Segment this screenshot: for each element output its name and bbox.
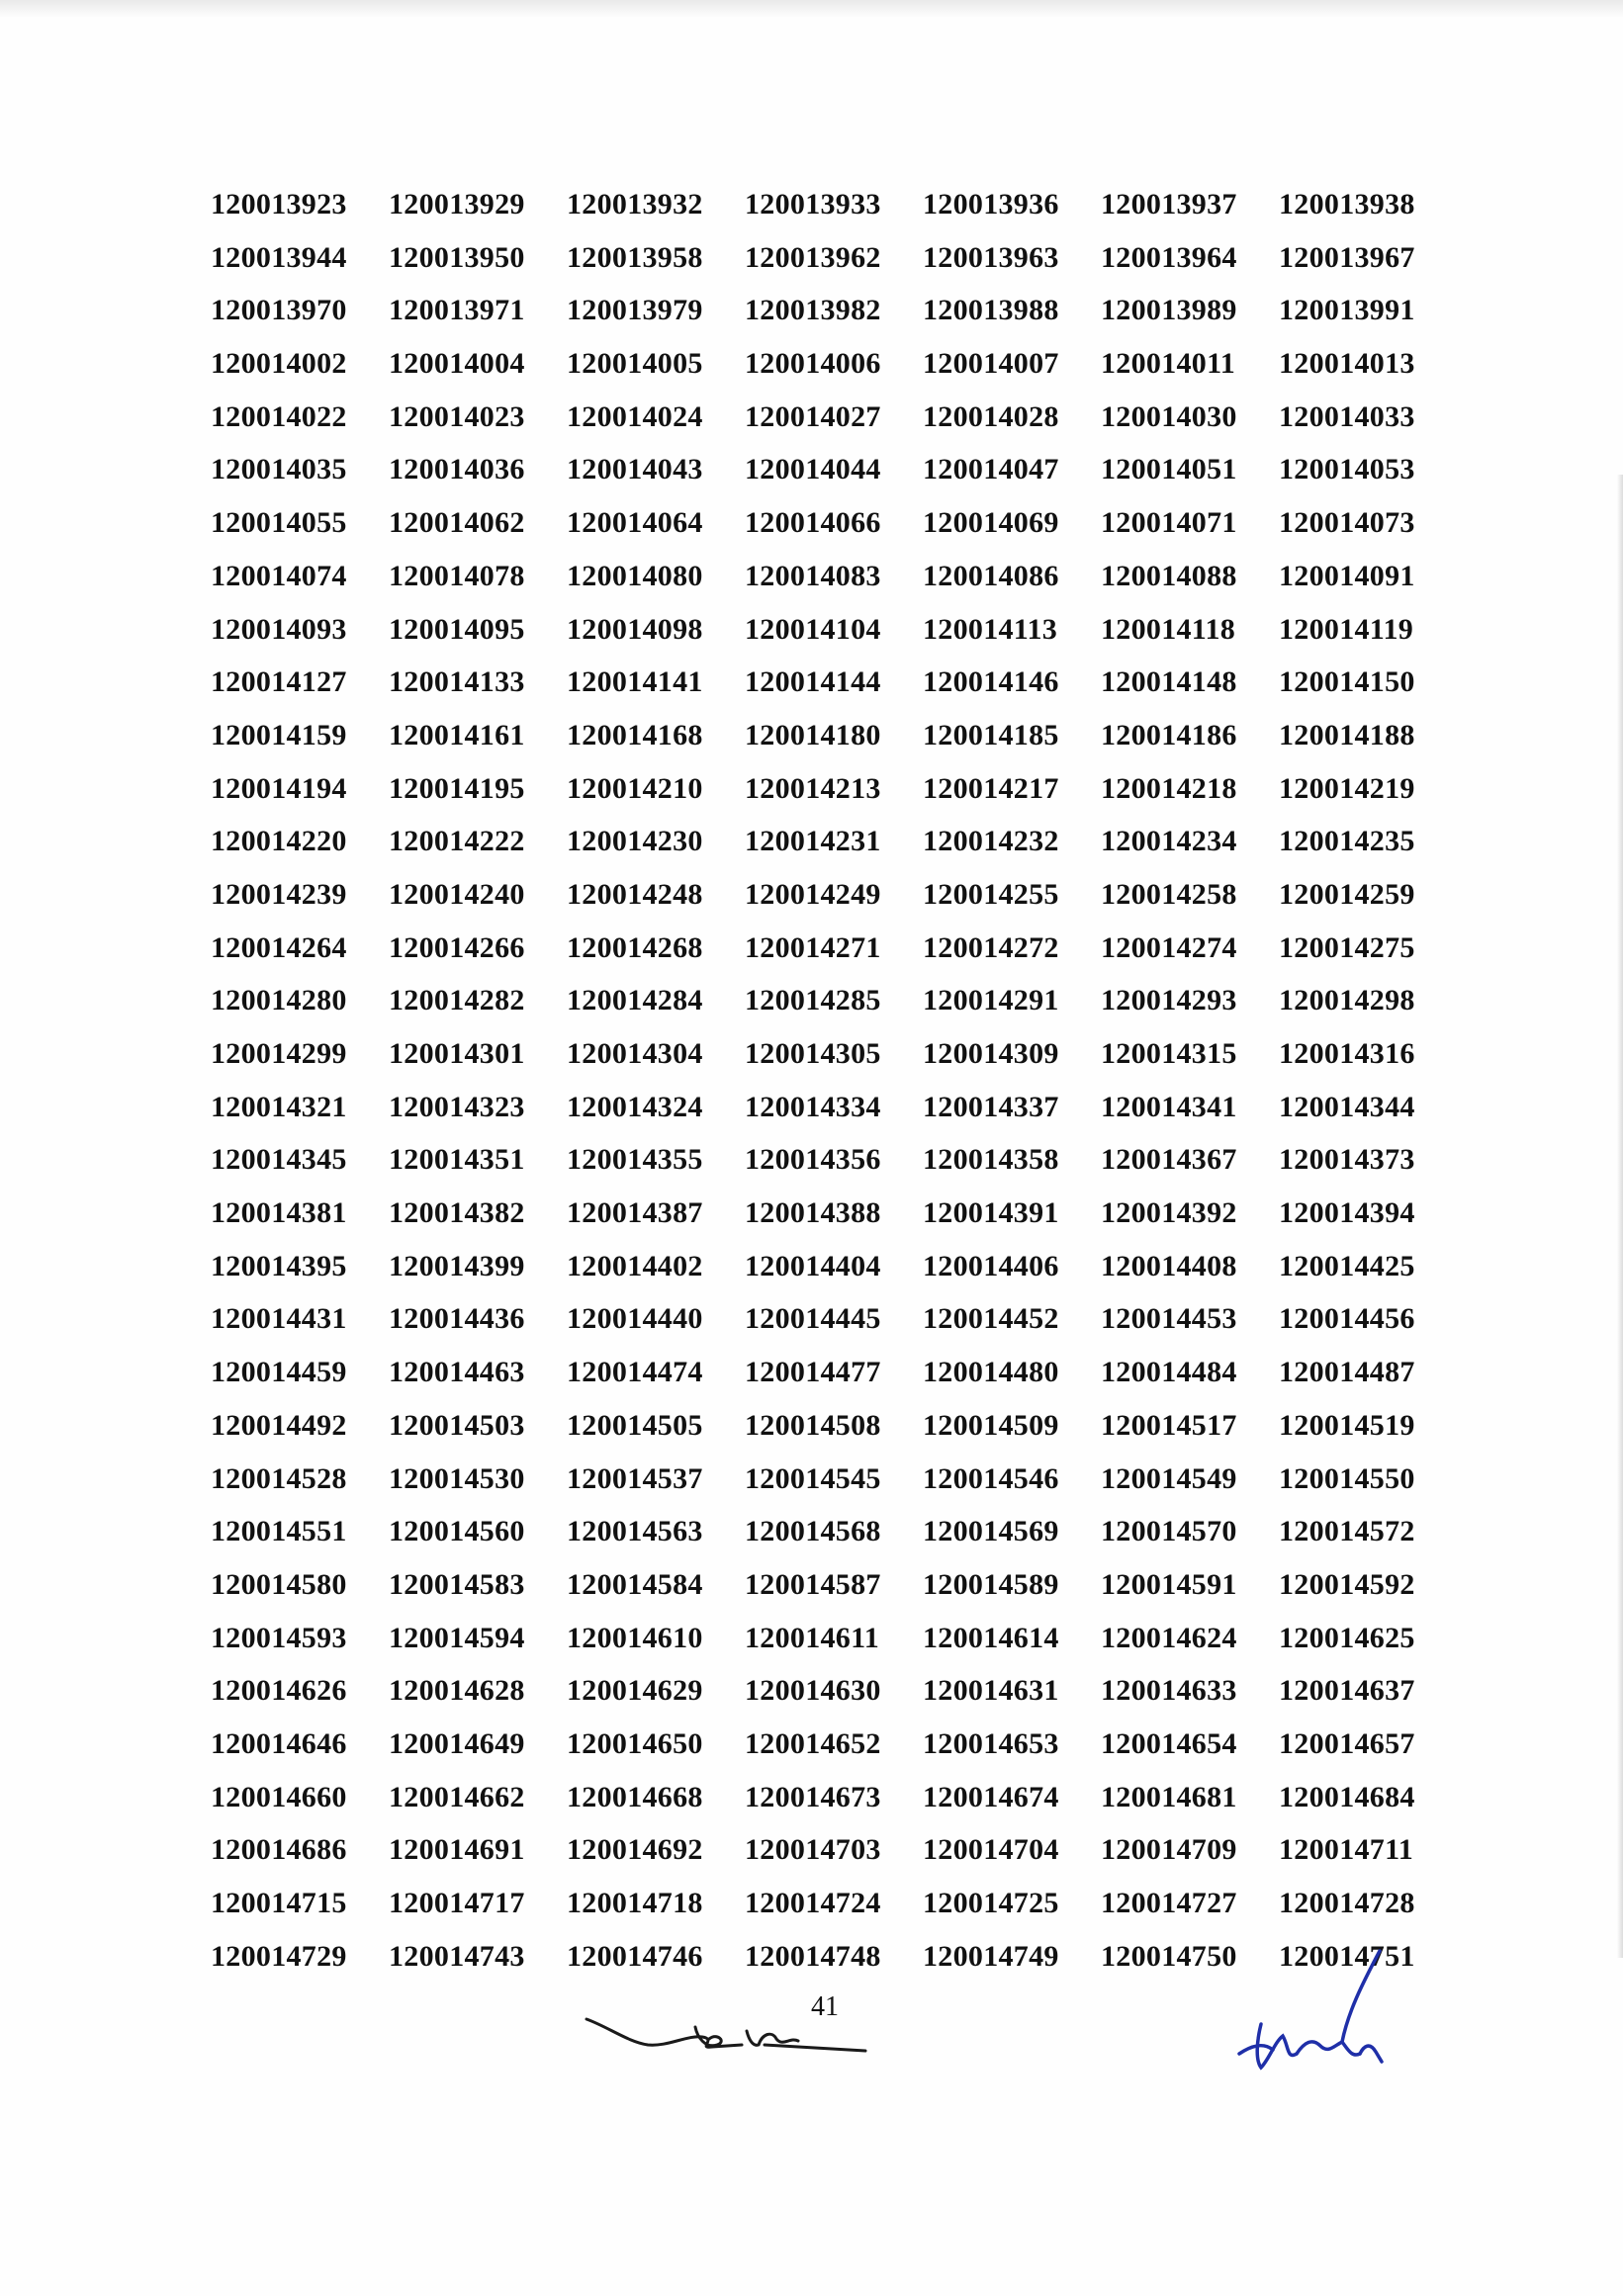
roll-number-cell: 120014024 <box>567 399 703 433</box>
roll-number-cell: 120014231 <box>745 825 881 858</box>
roll-number-cell: 120013958 <box>567 240 703 274</box>
roll-number-cell: 120014119 <box>1279 612 1414 646</box>
roll-number-cell: 120014484 <box>1101 1356 1237 1389</box>
roll-number-cell: 120013938 <box>1279 188 1415 221</box>
roll-number-cell: 120014381 <box>211 1196 347 1230</box>
roll-number-cell: 120014650 <box>567 1726 703 1760</box>
roll-number-cell: 120014321 <box>211 1090 347 1123</box>
roll-number-cell: 120014474 <box>567 1356 703 1389</box>
roll-number-cell: 120014069 <box>923 506 1059 540</box>
roll-number-cell: 120014255 <box>923 877 1059 911</box>
roll-number-cell: 120014141 <box>567 665 703 699</box>
roll-number-cell: 120014268 <box>567 930 703 964</box>
roll-number-cell: 120013929 <box>389 188 525 221</box>
roll-number-cell: 120014551 <box>211 1515 347 1548</box>
roll-number-cell: 120014530 <box>389 1461 525 1495</box>
roll-number-cell: 120013936 <box>923 188 1059 221</box>
roll-number-cell: 120014159 <box>211 718 347 751</box>
roll-number-cell: 120014356 <box>745 1143 881 1177</box>
roll-number-cell: 120014545 <box>745 1461 881 1495</box>
roll-number-cell: 120014452 <box>923 1302 1059 1336</box>
roll-number-cell: 120014748 <box>745 1939 881 1973</box>
roll-number-cell: 120014098 <box>567 612 703 646</box>
roll-number-cell: 120014351 <box>389 1143 525 1177</box>
roll-number-cell: 120014095 <box>389 612 525 646</box>
roll-number-cell: 120014614 <box>923 1621 1059 1654</box>
roll-number-cell: 120014563 <box>567 1515 703 1548</box>
roll-number-cell: 120014391 <box>923 1196 1059 1230</box>
roll-number-cell: 120014036 <box>389 453 525 486</box>
roll-number-cell: 120014492 <box>211 1408 347 1442</box>
roll-number-cell: 120014053 <box>1279 453 1415 486</box>
roll-number-cell: 120014091 <box>1279 559 1415 592</box>
roll-number-cell: 120013970 <box>211 294 347 327</box>
roll-number-cell: 120013989 <box>1101 294 1237 327</box>
roll-number-cell: 120014264 <box>211 930 347 964</box>
roll-number-cell: 120014477 <box>745 1356 881 1389</box>
roll-number-cell: 120014503 <box>389 1408 525 1442</box>
roll-number-cell: 120014508 <box>745 1408 881 1442</box>
roll-number-cell: 120014011 <box>1101 347 1236 381</box>
roll-number-cell: 120014358 <box>923 1143 1059 1177</box>
roll-number-cell: 120014649 <box>389 1726 525 1760</box>
roll-number-cell: 120014213 <box>745 771 881 805</box>
roll-number-cell: 120014334 <box>745 1090 881 1123</box>
roll-number-cell: 120014005 <box>567 347 703 381</box>
roll-number-cell: 120014445 <box>745 1302 881 1336</box>
roll-number-cell: 120014630 <box>745 1674 881 1708</box>
roll-number-cell: 120014086 <box>923 559 1059 592</box>
roll-number-cell: 120013933 <box>745 188 881 221</box>
roll-number-cell: 120013937 <box>1101 188 1237 221</box>
roll-number-cell: 120014537 <box>567 1461 703 1495</box>
roll-number-cell: 120014344 <box>1279 1090 1415 1123</box>
roll-number-cell: 120014146 <box>923 665 1059 699</box>
roll-number-cell: 120014463 <box>389 1356 525 1389</box>
roll-number-cell: 120014274 <box>1101 930 1237 964</box>
roll-number-cell: 120014232 <box>923 825 1059 858</box>
roll-number-cell: 120014271 <box>745 930 881 964</box>
roll-number-cell: 120014509 <box>923 1408 1059 1442</box>
roll-number-cell: 120014066 <box>745 506 881 540</box>
roll-number-cell: 120014570 <box>1101 1515 1237 1548</box>
roll-number-cell: 120014691 <box>389 1833 525 1867</box>
roll-number-cell: 120014633 <box>1101 1674 1237 1708</box>
roll-number-cell: 120014453 <box>1101 1302 1237 1336</box>
roll-number-cell: 120014592 <box>1279 1567 1415 1601</box>
roll-number-cell: 120014133 <box>389 665 525 699</box>
roll-number-cell: 120014584 <box>567 1567 703 1601</box>
roll-number-cell: 120014337 <box>923 1090 1059 1123</box>
roll-number-cell: 120014624 <box>1101 1621 1237 1654</box>
roll-number-cell: 120013923 <box>211 188 347 221</box>
roll-number-cell: 120014220 <box>211 825 347 858</box>
roll-number-cell: 120014051 <box>1101 453 1237 486</box>
roll-number-cell: 120014367 <box>1101 1143 1237 1177</box>
roll-number-cell: 120014662 <box>389 1780 525 1813</box>
roll-number-cell: 120014127 <box>211 665 347 699</box>
roll-number-cell: 120014528 <box>211 1461 347 1495</box>
roll-number-cell: 120014285 <box>745 984 881 1017</box>
roll-number-cell: 120014686 <box>211 1833 347 1867</box>
roll-number-cell: 120014078 <box>389 559 525 592</box>
roll-number-cell: 120014248 <box>567 877 703 911</box>
roll-number-cell: 120014217 <box>923 771 1059 805</box>
roll-number-cell: 120014272 <box>923 930 1059 964</box>
roll-number-cell: 120014028 <box>923 399 1059 433</box>
roll-number-cell: 120014692 <box>567 1833 703 1867</box>
roll-number-cell: 120014062 <box>389 506 525 540</box>
roll-number-cell: 120014652 <box>745 1726 881 1760</box>
roll-number-cell: 120014637 <box>1279 1674 1415 1708</box>
roll-number-cell: 120014080 <box>567 559 703 592</box>
roll-number-cell: 120014593 <box>211 1621 347 1654</box>
roll-number-cell: 120013932 <box>567 188 703 221</box>
roll-number-cell: 120014218 <box>1101 771 1237 805</box>
roll-number-cell: 120014355 <box>567 1143 703 1177</box>
roll-number-cell: 120014083 <box>745 559 881 592</box>
roll-number-cell: 120014626 <box>211 1674 347 1708</box>
roll-number-cell: 120014006 <box>745 347 881 381</box>
roll-number-cell: 120014033 <box>1279 399 1415 433</box>
roll-number-cell: 120014035 <box>211 453 347 486</box>
roll-number-cell: 120014629 <box>567 1674 703 1708</box>
roll-number-cell: 120014654 <box>1101 1726 1237 1760</box>
page-number: 41 <box>811 1991 839 2022</box>
roll-number-cell: 120014030 <box>1101 399 1237 433</box>
roll-number-cell: 120014093 <box>211 612 347 646</box>
roll-number-cell: 120014118 <box>1101 612 1236 646</box>
roll-number-cell: 120013964 <box>1101 240 1237 274</box>
roll-number-cell: 120014323 <box>389 1090 525 1123</box>
roll-number-cell: 120014681 <box>1101 1780 1237 1813</box>
roll-number-cell: 120014546 <box>923 1461 1059 1495</box>
roll-number-cell: 120014341 <box>1101 1090 1237 1123</box>
roll-number-cell: 120014043 <box>567 453 703 486</box>
roll-number-cell: 120014456 <box>1279 1302 1415 1336</box>
roll-number-cell: 120014684 <box>1279 1780 1415 1813</box>
roll-number-cell: 120014750 <box>1101 1939 1237 1973</box>
roll-number-cell: 120014282 <box>389 984 525 1017</box>
roll-number-cell: 120014402 <box>567 1249 703 1282</box>
roll-number-cell: 120014188 <box>1279 718 1415 751</box>
roll-number-cell: 120014459 <box>211 1356 347 1389</box>
roll-number-cell: 120014293 <box>1101 984 1237 1017</box>
roll-number-cell: 120014345 <box>211 1143 347 1177</box>
roll-number-cell: 120014195 <box>389 771 525 805</box>
roll-number-cell: 120014266 <box>389 930 525 964</box>
roll-number-cell: 120014631 <box>923 1674 1059 1708</box>
roll-number-cell: 120014071 <box>1101 506 1237 540</box>
roll-number-cell: 120014394 <box>1279 1196 1415 1230</box>
roll-number-cell: 120014047 <box>923 453 1059 486</box>
roll-number-cell: 120014168 <box>567 718 703 751</box>
roll-number-cell: 120014751 <box>1279 1939 1415 1973</box>
roll-number-cell: 120014715 <box>211 1887 347 1919</box>
roll-number-cell: 120014724 <box>745 1887 881 1919</box>
roll-number-cell: 120014519 <box>1279 1408 1415 1442</box>
roll-number-cell: 120014703 <box>745 1833 881 1867</box>
roll-number-cell: 120013944 <box>211 240 347 274</box>
roll-number-cell: 120014628 <box>389 1674 525 1708</box>
roll-number-cell: 120014180 <box>745 718 881 751</box>
roll-number-cell: 120014480 <box>923 1356 1059 1389</box>
roll-number-cell: 120013967 <box>1279 240 1415 274</box>
roll-number-cell: 120014113 <box>923 612 1058 646</box>
roll-number-cell: 120014219 <box>1279 771 1415 805</box>
roll-number-cell: 120014222 <box>389 825 525 858</box>
roll-number-cell: 120013962 <box>745 240 881 274</box>
roll-number-cell: 120014727 <box>1101 1887 1237 1919</box>
roll-number-cell: 120014240 <box>389 877 525 911</box>
roll-number-cell: 120014653 <box>923 1726 1059 1760</box>
roll-number-cell: 120014436 <box>389 1302 525 1336</box>
roll-number-cell: 120014387 <box>567 1196 703 1230</box>
roll-number-cell: 120014673 <box>745 1780 881 1813</box>
roll-number-cell: 120014549 <box>1101 1461 1237 1495</box>
roll-number-cell: 120014194 <box>211 771 347 805</box>
roll-number-cell: 120014388 <box>745 1196 881 1230</box>
roll-number-cell: 120014148 <box>1101 665 1237 699</box>
roll-number-cell: 120014728 <box>1279 1887 1415 1919</box>
roll-number-cell: 120014299 <box>211 1037 347 1070</box>
roll-number-cell: 120014749 <box>923 1939 1059 1973</box>
roll-number-cell: 120014425 <box>1279 1249 1415 1282</box>
roll-number-cell: 120014230 <box>567 825 703 858</box>
roll-number-cell: 120013979 <box>567 294 703 327</box>
roll-number-cell: 120014572 <box>1279 1515 1415 1548</box>
roll-number-cell: 120014291 <box>923 984 1059 1017</box>
roll-number-cell: 120014064 <box>567 506 703 540</box>
roll-number-cell: 120014589 <box>923 1567 1059 1601</box>
roll-number-cell: 120014004 <box>389 347 525 381</box>
roll-number-cell: 120014569 <box>923 1515 1059 1548</box>
roll-number-cell: 120014580 <box>211 1567 347 1601</box>
roll-number-cell: 120014395 <box>211 1249 347 1282</box>
roll-number-cell: 120014660 <box>211 1780 347 1813</box>
roll-number-cell: 120014235 <box>1279 825 1415 858</box>
roll-number-cell: 120014717 <box>389 1887 525 1919</box>
roll-number-cell: 120014309 <box>923 1037 1059 1070</box>
roll-number-cell: 120014611 <box>745 1621 880 1654</box>
roll-number-cell: 120014725 <box>923 1887 1059 1919</box>
roll-number-cell: 120014408 <box>1101 1249 1237 1282</box>
roll-number-cell: 120014487 <box>1279 1356 1415 1389</box>
roll-number-cell: 120014594 <box>389 1621 525 1654</box>
roll-number-cell: 120014373 <box>1279 1143 1415 1177</box>
roll-number-cell: 120014625 <box>1279 1621 1415 1654</box>
roll-number-cell: 120014729 <box>211 1939 347 1973</box>
roll-number-cell: 120014185 <box>923 718 1059 751</box>
right-signature <box>1231 1943 1399 2101</box>
roll-number-cell: 120014234 <box>1101 825 1237 858</box>
roll-number-cell: 120014104 <box>745 612 881 646</box>
roll-number-cell: 120014399 <box>389 1249 525 1282</box>
roll-number-cell: 120014583 <box>389 1567 525 1601</box>
roll-number-cell: 120014088 <box>1101 559 1237 592</box>
roll-number-cell: 120013950 <box>389 240 525 274</box>
roll-number-cell: 120014404 <box>745 1249 881 1282</box>
roll-number-cell: 120014711 <box>1279 1833 1414 1867</box>
roll-number-cell: 120013988 <box>923 294 1059 327</box>
roll-number-cell: 120014298 <box>1279 984 1415 1017</box>
roll-number-cell: 120014315 <box>1101 1037 1237 1070</box>
roll-number-cell: 120014305 <box>745 1037 881 1070</box>
roll-number-cell: 120014392 <box>1101 1196 1237 1230</box>
roll-number-cell: 120013971 <box>389 294 525 327</box>
roll-number-cell: 120014022 <box>211 399 347 433</box>
roll-number-cell: 120014239 <box>211 877 347 911</box>
roll-number-cell: 120014610 <box>567 1621 703 1654</box>
roll-number-cell: 120014560 <box>389 1515 525 1548</box>
roll-number-cell: 120014304 <box>567 1037 703 1070</box>
roll-number-cell: 120014280 <box>211 984 347 1017</box>
roll-number-cell: 120014517 <box>1101 1408 1237 1442</box>
roll-number-cell: 120014002 <box>211 347 347 381</box>
roll-number-cell: 120014044 <box>745 453 881 486</box>
roll-number-cell: 120014324 <box>567 1090 703 1123</box>
scan-edge-right <box>1617 475 1623 1958</box>
roll-number-cell: 120014505 <box>567 1408 703 1442</box>
roll-number-cell: 120014709 <box>1101 1833 1237 1867</box>
roll-number-cell: 120014746 <box>567 1939 703 1973</box>
roll-number-cell: 120014027 <box>745 399 881 433</box>
roll-number-cell: 120014284 <box>567 984 703 1017</box>
roll-number-cell: 120014550 <box>1279 1461 1415 1495</box>
roll-number-cell: 120014023 <box>389 399 525 433</box>
roll-number-cell: 120014144 <box>745 665 881 699</box>
roll-number-cell: 120014718 <box>567 1887 703 1919</box>
roll-number-cell: 120014431 <box>211 1302 347 1336</box>
roll-number-cell: 120014657 <box>1279 1726 1415 1760</box>
roll-number-cell: 120014161 <box>389 718 525 751</box>
roll-number-cell: 120014674 <box>923 1780 1059 1813</box>
roll-number-cell: 120014316 <box>1279 1037 1415 1070</box>
roll-number-cell: 120014587 <box>745 1567 881 1601</box>
roll-number-cell: 120014382 <box>389 1196 525 1230</box>
scan-edge-top <box>0 0 1623 18</box>
roll-number-cell: 120014258 <box>1101 877 1237 911</box>
roll-number-cell: 120014440 <box>567 1302 703 1336</box>
roll-number-cell: 120014013 <box>1279 347 1415 381</box>
roll-number-cell: 120014591 <box>1101 1567 1237 1601</box>
roll-number-cell: 120014568 <box>745 1515 881 1548</box>
roll-number-cell: 120014406 <box>923 1249 1059 1282</box>
roll-number-cell: 120014704 <box>923 1833 1059 1867</box>
roll-number-cell: 120014301 <box>389 1037 525 1070</box>
roll-number-cell: 120013963 <box>923 240 1059 274</box>
roll-number-grid <box>211 178 1427 1983</box>
roll-number-cell: 120013991 <box>1279 294 1415 327</box>
roll-number-cell: 120014055 <box>211 506 347 540</box>
roll-number-cell: 120014275 <box>1279 930 1415 964</box>
roll-number-cell: 120014150 <box>1279 665 1415 699</box>
roll-number-cell: 120014074 <box>211 559 347 592</box>
roll-number-cell: 120014259 <box>1279 877 1415 911</box>
roll-number-cell: 120014073 <box>1279 506 1415 540</box>
roll-number-cell: 120014668 <box>567 1780 703 1813</box>
roll-number-cell: 120014249 <box>745 877 881 911</box>
roll-number-cell: 120014007 <box>923 347 1059 381</box>
roll-number-cell: 120014210 <box>567 771 703 805</box>
roll-number-cell: 120014743 <box>389 1939 525 1973</box>
roll-number-cell: 120014646 <box>211 1726 347 1760</box>
roll-number-cell: 120014186 <box>1101 718 1237 751</box>
roll-number-cell: 120013982 <box>745 294 881 327</box>
